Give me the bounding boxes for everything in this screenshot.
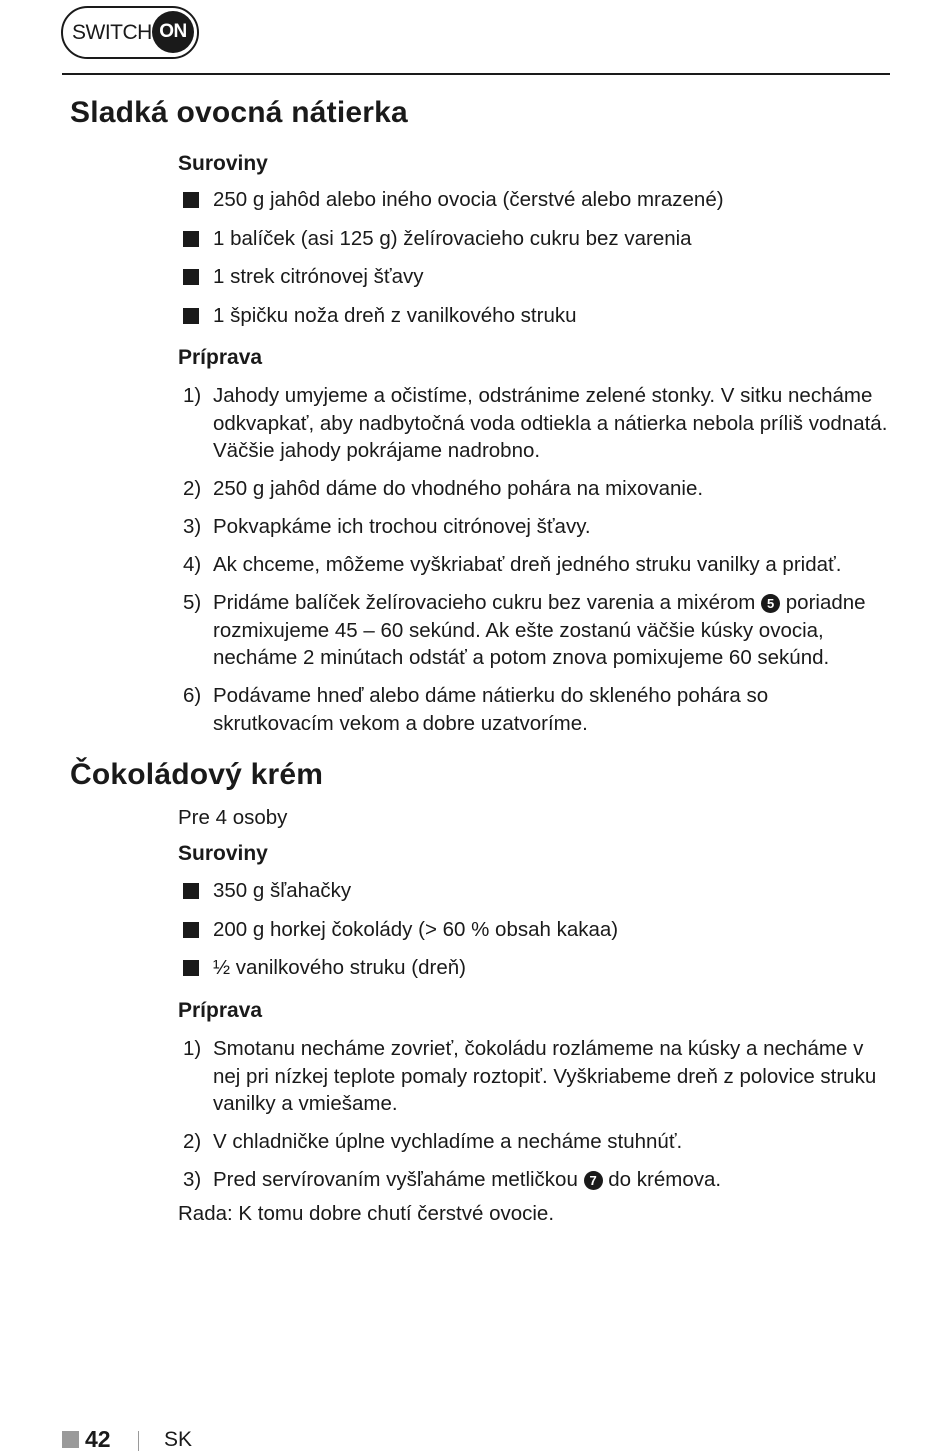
ingredients-list (183, 188, 883, 342)
preparation-heading: Príprava (178, 999, 263, 1022)
recipe-title-spread: Sladká ovocná nátierka (70, 96, 408, 129)
tip-text: Rada: K tomu dobre chutí čerstvé ovocie. (178, 1202, 555, 1225)
step-item: 3) Pokvapkáme ich trochou citrónovej šťavy. (183, 515, 591, 538)
bullet-square-icon (183, 192, 199, 208)
ingredients-heading: Suroviny (178, 842, 268, 865)
step-item: 2) V chladničke úplne vychladíme a necháme stuhnúť. (183, 1130, 683, 1153)
bullet-square-icon (183, 308, 199, 324)
step-item: 5) Pridáme balíček želírovacieho cukru bez varenia a mixérom 5 poriadne rozmixujeme 45 – 60 sekúnd. Ak ešte zostanú väčšie kúsky ovocia, necháme 2 minútach odstáť a potom znova pomixujeme 60 sekúnd. (183, 591, 866, 669)
bullet-square-icon (183, 960, 199, 976)
step-item: 1) Smotanu necháme zovrieť, čokoládu rozlámeme na kúsky a necháme v nej pri nízkej teplote pomaly roztopiť. Vyškriabeme dreň z polovice struku vanilky a vmiešame. (183, 1037, 877, 1115)
step-item: 2) 250 g jahôd dáme do vhodného pohára na mixovanie. (183, 477, 704, 500)
list-item: 250 g jahôd alebo iného ovocia (čerstvé alebo mrazené) (183, 188, 883, 227)
list-item: 200 g horkej čokolády (> 60 % obsah kakaa) (183, 918, 883, 957)
bullet-square-icon (183, 883, 199, 899)
step-item: 6) Podávame hneď alebo dáme nátierku do skleného pohára so skrutkovacím vekom a dobre uzatvoríme. (183, 684, 769, 735)
preparation-steps (183, 1035, 888, 1204)
logo-on-icon: ON (152, 11, 194, 53)
bullet-square-icon (183, 922, 199, 938)
list-item: 1 balíček (asi 125 g) želírovacieho cukru bez varenia (183, 227, 883, 266)
logo-text: SWITCH (72, 20, 152, 44)
step-item: 3) Pred servírovaním vyšľaháme metličkou 7 do krémova. (183, 1168, 722, 1191)
step-item: 4) Ak chceme, môžeme vyškriabať dreň jedného struku vanilky a pridať. (183, 553, 842, 576)
bullet-square-icon (183, 231, 199, 247)
preparation-heading: Príprava (178, 346, 263, 369)
footer-divider (138, 1431, 139, 1451)
language-code: SK (164, 1428, 193, 1451)
list-item: 1 špičku noža dreň z vanilkového struku (183, 304, 883, 343)
step-item: 1) Jahody umyjeme a očistíme, odstránime zelené stonky. V sitku necháme odkvapkať, aby nadbytočná voda odtiekla a nátierka nebola príliš vodnatá. Väčšie jahody pokrájame nadrobno. (183, 384, 888, 462)
page-number: 42 (85, 1426, 111, 1452)
list-item: 1 strek citrónovej šťavy (183, 265, 883, 304)
recipe-title-chocolate-cream: Čokoládový krém (70, 758, 324, 791)
ingredients-list (183, 879, 883, 995)
part-number-badge: 5 (761, 594, 780, 613)
list-item: 350 g šľahačky (183, 879, 883, 918)
part-number-badge: 7 (584, 1171, 603, 1190)
list-item: ½ vanilkového struku (dreň) (183, 956, 883, 995)
ingredients-heading: Suroviny (178, 152, 268, 175)
bullet-square-icon (183, 269, 199, 285)
servings-text: Pre 4 osoby (178, 806, 288, 829)
header-rule (62, 73, 890, 75)
preparation-steps (183, 382, 888, 748)
switchon-logo (61, 6, 199, 59)
footer-square-icon (62, 1431, 79, 1448)
